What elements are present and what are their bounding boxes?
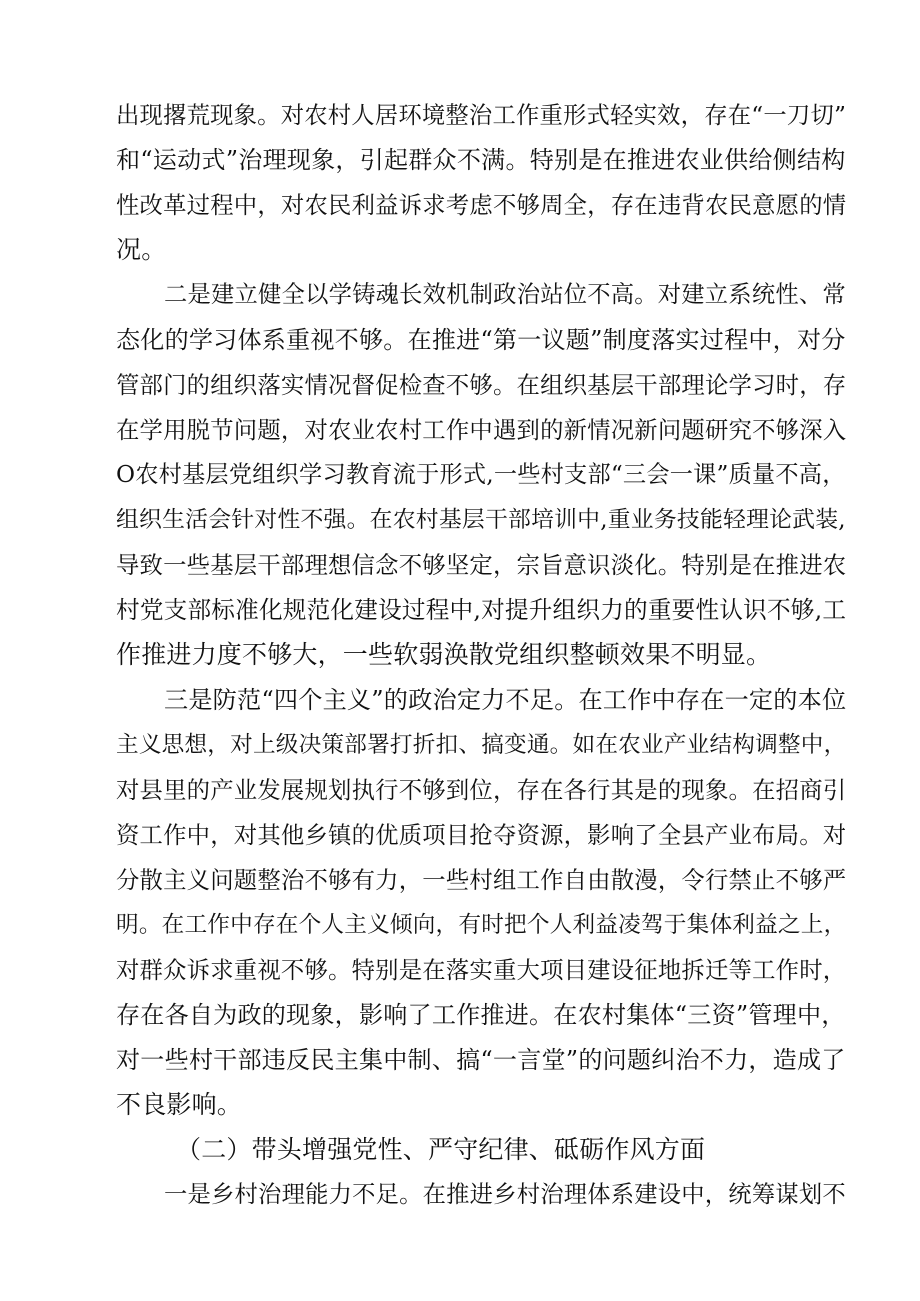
text-line: 村党支部标准化规范化建设过程中,对提升组织力的重要性认识不够,工	[116, 596, 847, 624]
text-line: 组织生活会针对性不强。在农村基层干部培训中,重业务技能轻理论武装,	[116, 507, 846, 533]
text-line: 明。在工作中存在个人主义倾向，有时把个人利益凌驾于集体利益之上，	[116, 912, 847, 938]
text-line: 出现撂荒现象。对农村人居环境整治工作重形式轻实效，存在“一刀切”	[116, 101, 847, 129]
text-line: 主义思想，对上级决策部署打折扣、搞变通。如在农业产业结构调整中，	[116, 732, 847, 758]
text-line: 分散主义问题整治不够有力，一些村组工作自由散漫，令行禁止不够严	[116, 866, 847, 894]
paragraph-heading-line: 三是防范“四个主义”的政治定力不足。在工作中存在一定的本位	[164, 686, 847, 714]
text-line: 存在各自为政的现象，影响了工作推进。在农村集体“三资”管理中，	[116, 1001, 846, 1029]
text-line: 资工作中，对其他乡镇的优质项目抢夺资源，影响了全县产业布局。对	[116, 821, 847, 849]
section-heading: （二）带头增强党性、严守纪律、砥砺作风方面	[176, 1135, 706, 1164]
text-line: 在学用脱节问题，对农业农村工作中遇到的新情况新问题研究不够深入	[116, 416, 847, 444]
text-line: 导致一些基层干部理想信念不够坚定，宗旨意识淡化。特别是在推进农	[116, 551, 847, 579]
text-line: 性改革过程中，对农民利益诉求考虑不够周全，存在违背农民意愿的情	[116, 191, 847, 219]
text-line: 管部门的组织落实情况督促检查不够。在组织基层干部理论学习时，存	[116, 371, 847, 399]
text-line: 对县里的产业发展规划执行不够到位，存在各行其是的现象。在招商引	[116, 776, 847, 804]
text-line: 作推进力度不够大，一些软弱涣散党组织整顿效果不明显。	[116, 640, 772, 669]
text-line: 对群众诉求重视不够。特别是在落实重大项目建设征地拆迁等工作时，	[116, 956, 847, 984]
text-line: 况。	[116, 235, 167, 264]
text-line: 对一些村干部违反民主集中制、搞“一言堂”的问题纠治不力，造成了	[116, 1046, 846, 1074]
text-line: 不良影响。	[116, 1090, 243, 1119]
paragraph-heading-line: 二是建立健全以学铸魂长效机制政治站位不高。对建立系统性、常	[164, 281, 846, 308]
text-line: 态化的学习体系重视不够。在推进“第一议题”制度落实过程中，对分	[116, 326, 846, 354]
text-line: O农村基层党组织学习教育流于形式,一些村支部“三会一课”质量不高，	[116, 461, 846, 488]
text-line: 和“运动式”治理现象，引起群众不满。特别是在推进农业供给侧结构	[116, 146, 846, 174]
paragraph-heading-line: 一是乡村治理能力不足。在推进乡村治理体系建设中，统筹谋划不	[164, 1181, 846, 1208]
